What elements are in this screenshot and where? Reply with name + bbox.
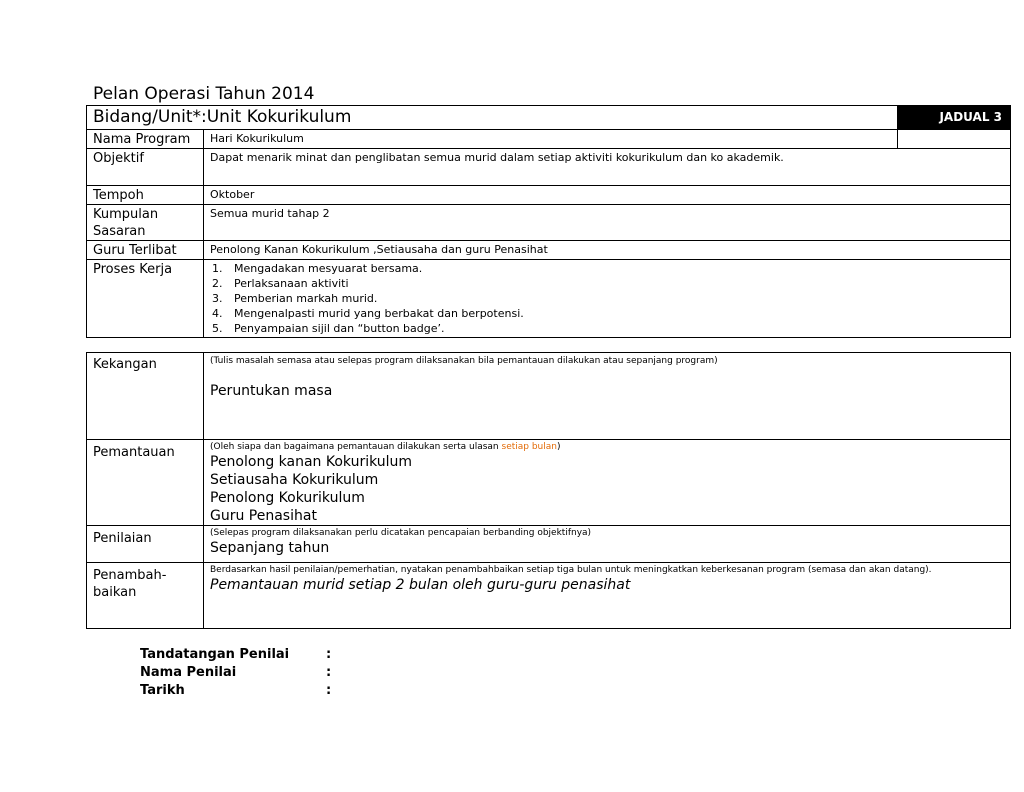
nama-program-label: Nama Program [87,130,204,149]
penambahbaikan-label-line1: Penambah- [93,568,167,583]
pemantauan-label: Pemantauan [87,440,204,526]
proses-kerja-list [212,261,1010,336]
kumpulan-label-line2: Sasaran [93,224,146,239]
penilaian-cell [204,526,1011,563]
penambahbaikan-instruction: Berdasarkan hasil penilaian/pemerhatian, nyatakan penambahbaikan setiap tiga bulan untuk meningkatkan keberkesanan program (semasa dan akan datang). [210,565,932,575]
kekangan-instruction: (Tulis masalah semasa atau selepas program dilaksanakan bila pemantauan dilakukan atau sepanjang program) [210,356,718,366]
row-kumpulan-sasaran [87,205,1011,241]
row-penilaian [87,526,1011,563]
pemantauan-value: Penolong kanan Kokurikulum [210,454,413,470]
signature-row [140,682,331,700]
tempoh-label: Tempoh [87,186,204,205]
kekangan-label: Kekangan [87,353,204,440]
penilaian-value: Sepanjang tahun [210,540,330,556]
penambahbaikan-label-line2: baikan [93,585,137,600]
row-nama-program [87,130,1011,149]
penilaian-label: Penilaian [87,526,204,563]
colon: : [326,665,332,680]
kumpulan-label-line1: Kumpulan [93,207,159,222]
pemantauan-cell [204,440,1011,526]
list-item: 3. Pemberian markah murid. [212,292,378,305]
penambahbaikan-label [87,563,204,629]
nama-program-value: Hari Kokurikulum [204,130,898,149]
signature-row [140,664,331,682]
pemantauan-value: Setiausaha Kokurikulum [210,472,379,488]
row-objektif [87,149,1011,186]
proses-kerja-value [204,260,1011,338]
list-item: 1. Mengadakan mesyuarat bersama. [212,262,423,275]
kumpulan-sasaran-label [87,205,204,241]
colon: : [326,683,332,698]
row-proses-kerja [87,260,1011,338]
objektif-label: Objektif [87,149,204,186]
kekangan-value: Peruntukan masa [210,383,333,399]
row-tempoh [87,186,1011,205]
bidang-unit-title: Bidang/Unit*:Unit Kokurikulum [87,106,898,130]
pemantauan-value: Penolong Kokurikulum [210,490,365,506]
row-pemantauan [87,440,1011,526]
guru-terlibat-value: Penolong Kanan Kokurikulum ,Setiausaha dan guru Penasihat [204,241,1011,260]
pemantauan-value: Guru Penasihat [210,508,317,524]
header-row [87,106,1011,130]
pemantauan-instruction: (Oleh siapa dan bagaimana pemantauan dilakukan serta ulasan setiap bulan) [210,442,561,452]
nama-penilai-label: Nama Penilai [140,665,237,680]
evaluation-table [86,352,1011,629]
list-item: 2. Perlaksanaan aktiviti [212,277,349,290]
penilaian-instruction: (Selepas program dilaksanakan perlu dicatakan pencapaian berbanding objektifnya) [210,528,592,538]
tandatangan-label: Tandatangan Penilai [140,647,290,662]
tempoh-value: Oktober [204,186,1011,205]
signature-block [140,646,331,700]
kekangan-cell [204,353,1011,440]
jadual-badge: JADUAL 3 [898,106,1011,130]
page-title: Pelan Operasi Tahun 2014 [93,84,315,104]
tarikh-label: Tarikh [140,683,185,698]
colon: : [326,647,332,662]
plan-table [86,105,1011,338]
proses-kerja-label: Proses Kerja [87,260,204,338]
kumpulan-sasaran-value: Semua murid tahap 2 [204,205,1011,241]
list-item: 4. Mengenalpasti murid yang berbakat dan berpotensi. [212,307,524,320]
row-guru-terlibat [87,241,1011,260]
penambahbaikan-cell [204,563,1011,629]
row-kekangan [87,353,1011,440]
empty-cell [898,130,1011,149]
signature-row [140,646,331,664]
highlight-text: setiap bulan [501,442,557,452]
list-item: 5. Penyampaian sijil dan “button badge’. [212,322,445,335]
guru-terlibat-label: Guru Terlibat [87,241,204,260]
objektif-value: Dapat menarik minat dan penglibatan semua murid dalam setiap aktiviti kokurikulum dan ko akademik. [204,149,1011,186]
penambahbaikan-value: Pemantauan murid setiap 2 bulan oleh guru-guru penasihat [210,577,631,593]
row-penambahbaikan [87,563,1011,629]
